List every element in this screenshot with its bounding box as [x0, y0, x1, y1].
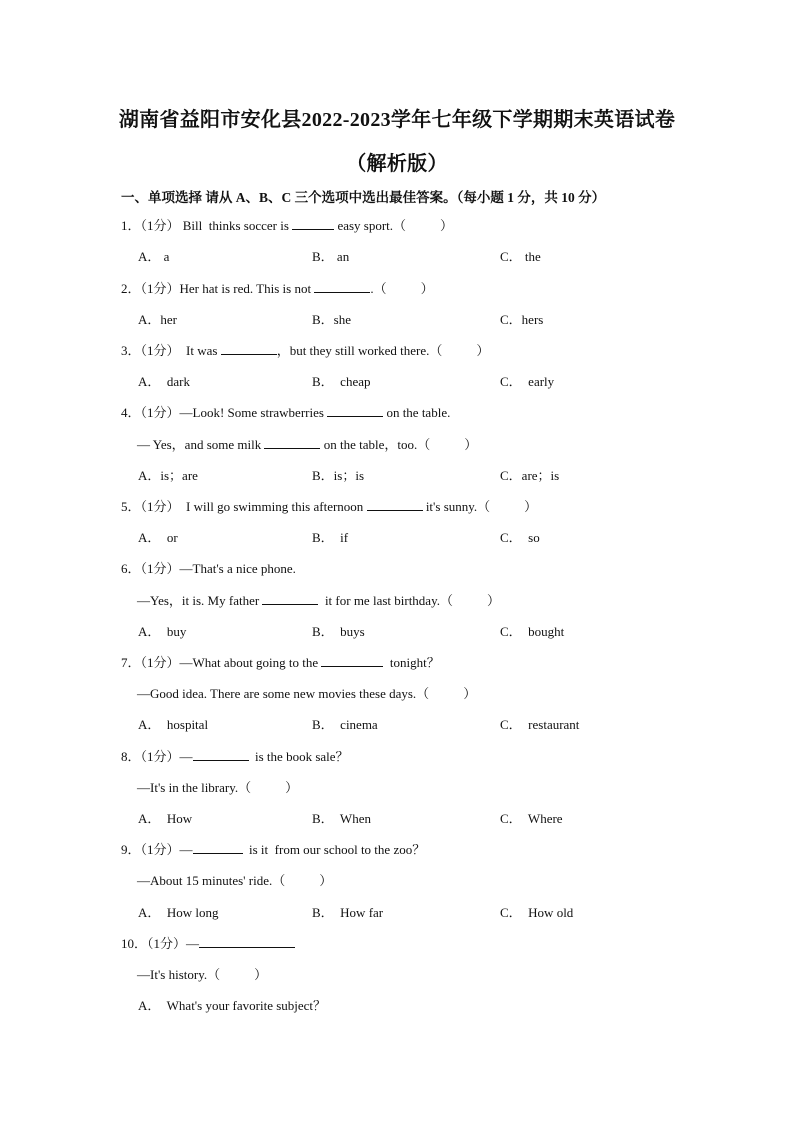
question-number: 4．（1分） — [121, 405, 180, 420]
exam-title: 湖南省益阳市安化县2022-2023学年七年级下学期期末英语试卷 — [118, 109, 676, 131]
option-a: A． hospital — [138, 717, 209, 732]
question-stem: —Good idea. There are some new movies these days.（ — [137, 686, 430, 701]
question-stem: .（ — [370, 281, 387, 296]
option-a: A． What's your favorite subject？ — [138, 998, 327, 1013]
question-number: 8．（1分） — [121, 749, 180, 764]
question-7 — [121, 654, 440, 672]
answer-blank — [262, 592, 318, 605]
answer-blank — [193, 748, 249, 761]
exam-subtitle: （解析版） — [346, 153, 448, 175]
question-stem: it for me last birthday.（ — [318, 593, 453, 608]
question-stem: ） — [285, 780, 299, 795]
option-c: C．are；is — [500, 468, 560, 483]
option-c: C． How old — [500, 905, 574, 920]
option-a: A．is；are — [138, 468, 198, 483]
question-number: 6．（1分） — [121, 561, 180, 576]
option-b: B．she — [312, 312, 352, 327]
question-8 — [121, 748, 349, 766]
question-stem: ） — [486, 593, 500, 608]
question-number: 2．（1分） — [121, 281, 180, 296]
option-b: B． cheap — [312, 374, 371, 389]
option-c: C． the — [500, 249, 541, 264]
question-stem: — Yes，and some milk — [137, 437, 265, 452]
option-b: B． How far — [312, 905, 384, 920]
question-stem: it's sunny.（ — [422, 499, 491, 514]
answer-blank — [321, 654, 383, 667]
option-c: C． so — [500, 530, 540, 545]
question-stem: is the book sale？ — [248, 749, 349, 764]
option-a: A． a — [138, 249, 170, 264]
option-b: B． if — [312, 530, 349, 545]
question-stem: —That's a nice phone. — [179, 561, 296, 576]
question-stem: tonight？ — [383, 655, 440, 670]
answer-blank — [193, 841, 243, 854]
option-b: B． an — [312, 249, 350, 264]
question-stem: I will go swimming this afternoon — [179, 499, 367, 514]
option-a: A． buy — [138, 624, 187, 639]
question-number: 9．（1分） — [121, 842, 180, 857]
question-number: 5．（1分） — [121, 499, 180, 514]
option-b: B． cinema — [312, 717, 378, 732]
question-stem: ） — [476, 343, 490, 358]
answer-blank — [367, 498, 423, 511]
question-8-line-2 — [137, 779, 298, 797]
question-4-line-2 — [137, 436, 477, 454]
option-a: A． dark — [138, 374, 190, 389]
question-stem: ，but they still worked there.（ — [276, 343, 443, 358]
question-6-line-2 — [137, 592, 500, 610]
option-a: A．her — [138, 312, 177, 327]
question-number: 7．（1分） — [121, 655, 180, 670]
question-4 — [121, 404, 450, 422]
question-stem: It was — [179, 343, 221, 358]
question-10-line-2 — [137, 966, 267, 984]
section-heading: 一、单项选择 请从 A、B、C 三个选项中选出最佳答案。（每小题 1 分，共 10 分） — [121, 190, 606, 205]
option-a: A． or — [138, 530, 178, 545]
answer-blank — [314, 280, 370, 293]
question-6 — [121, 560, 296, 578]
option-a: A． How — [138, 811, 193, 826]
option-c: C． bought — [500, 624, 565, 639]
question-stem: ） — [524, 499, 538, 514]
question-5 — [121, 498, 537, 516]
question-stem: —About 15 minutes' ride.（ — [137, 873, 286, 888]
option-c: C． Where — [500, 811, 563, 826]
answer-blank — [292, 217, 334, 230]
question-stem: —What about going to the — [179, 655, 322, 670]
question-number: 1．（1分） — [121, 218, 180, 233]
question-stem: ） — [463, 686, 477, 701]
question-stem: is it from our school to the zoo？ — [242, 842, 426, 857]
question-stem: on the table. — [383, 405, 451, 420]
answer-blank — [199, 935, 295, 948]
question-stem: — — [186, 936, 200, 951]
question-3 — [121, 342, 489, 360]
question-stem: —It's history.（ — [137, 967, 221, 982]
question-stem: ） — [440, 218, 454, 233]
question-stem: Bill thinks soccer is — [179, 218, 293, 233]
question-stem: —Yes，it is. My father — [137, 593, 263, 608]
option-c: C．hers — [500, 312, 544, 327]
question-stem: on the table，too.（ — [320, 437, 431, 452]
question-1 — [121, 217, 453, 235]
question-stem: ） — [254, 967, 268, 982]
answer-blank — [264, 436, 320, 449]
question-stem: —It's in the library.（ — [137, 780, 252, 795]
option-b: B．is；is — [312, 468, 365, 483]
option-c: C． early — [500, 374, 555, 389]
question-number: 10．（1分） — [121, 936, 187, 951]
option-c: C． restaurant — [500, 717, 580, 732]
option-b: B． When — [312, 811, 371, 826]
question-stem: — — [179, 749, 193, 764]
question-10 — [121, 935, 295, 953]
question-9 — [121, 841, 425, 859]
question-stem: ） — [464, 437, 478, 452]
question-9-line-2 — [137, 872, 332, 890]
question-2 — [121, 280, 434, 298]
question-stem: ） — [420, 281, 434, 296]
question-stem: —Look! Some strawberries — [179, 405, 328, 420]
answer-blank — [327, 404, 383, 417]
option-a: A． How long — [138, 905, 219, 920]
answer-blank — [221, 342, 277, 355]
question-7-line-2 — [137, 685, 476, 703]
question-stem: easy sport.（ — [334, 218, 407, 233]
question-stem: Her hat is red. This is not — [179, 281, 315, 296]
question-stem: ） — [319, 873, 333, 888]
question-number: 3．（1分） — [121, 343, 180, 358]
option-b: B． buys — [312, 624, 365, 639]
question-stem: — — [179, 842, 193, 857]
